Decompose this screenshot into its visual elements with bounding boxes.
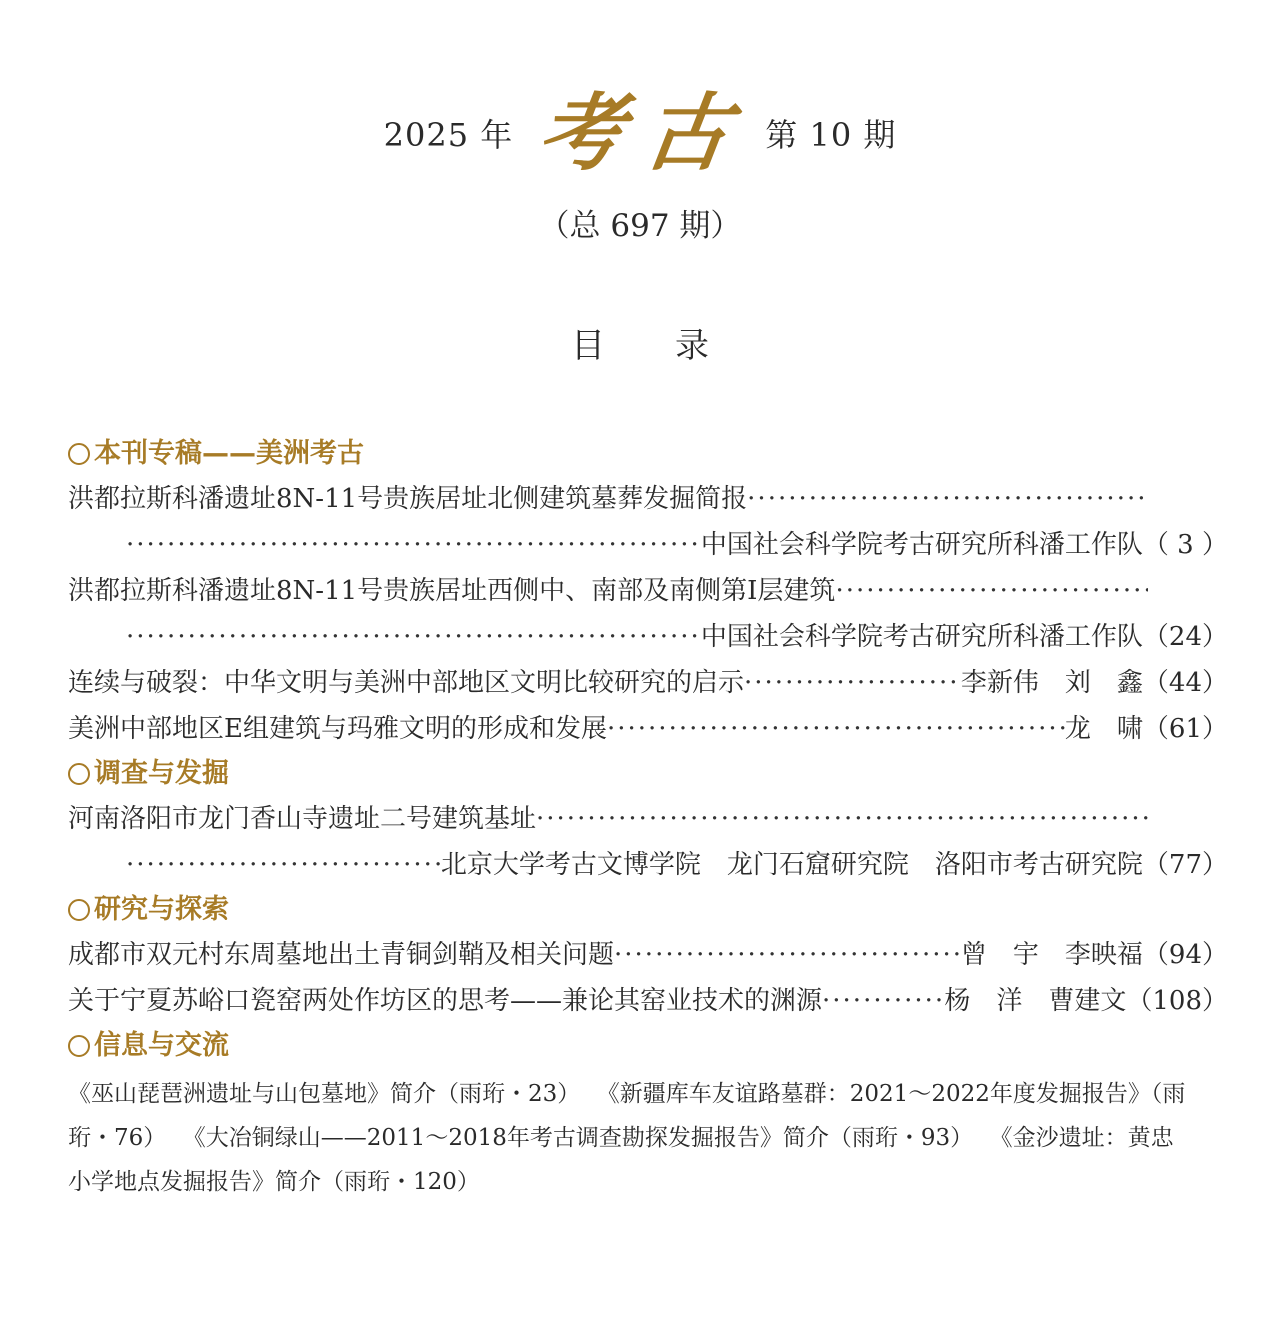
- masthead: [0, 78, 1280, 188]
- toc-entry[interactable]: [68, 476, 1148, 522]
- entry-title[interactable]: 成都市双元村东周墓地出土青铜剑鞘及相关问题: [68, 940, 615, 970]
- info-item[interactable]: 《巫山琵琶洲遗址与山包墓地》简介（雨珩・23）: [68, 1081, 581, 1107]
- entry-title[interactable]: 河南洛阳市龙门香山寺遗址二号建筑基址: [68, 804, 537, 834]
- leader-dots: [614, 932, 961, 978]
- entry-byline: [961, 932, 1228, 978]
- leader-dots: [126, 842, 441, 888]
- section-heading: [68, 1024, 1228, 1068]
- toc-entry[interactable]: [68, 978, 1228, 1024]
- circle-icon: [68, 899, 90, 921]
- entry-page: （ 3 ）: [1142, 530, 1228, 560]
- journal-logo: 考古: [532, 83, 759, 182]
- circle-icon: [68, 1035, 90, 1057]
- entry-byline: [1065, 706, 1228, 752]
- issue-label: 第 10 期: [765, 116, 897, 154]
- table-of-contents: [68, 432, 1228, 1204]
- leader-dots: [835, 568, 1148, 614]
- entry-author: 李新伟 刘 鑫: [960, 668, 1143, 698]
- circle-icon: [68, 763, 90, 785]
- entry-author: 龙 啸: [1064, 714, 1143, 744]
- section-heading-label: 本刊专稿——美洲考古: [94, 438, 364, 469]
- leader-dots: [744, 660, 961, 706]
- entry-title[interactable]: 洪都拉斯科潘遗址8N-11号贵族居址西侧中、南部及南侧第Ⅰ层建筑: [68, 576, 836, 606]
- entry-byline: [961, 660, 1228, 706]
- entry-page: （108）: [1126, 986, 1228, 1016]
- entry-author: 中国社会科学院考古研究所科潘工作队: [700, 622, 1143, 652]
- entry-author: 北京大学考古文博学院 龙门石窟研究院 洛阳市考古研究院: [440, 850, 1143, 880]
- entry-title[interactable]: 关于宁夏苏峪口瓷窑两处作坊区的思考——兼论其窑业技术的渊源: [68, 986, 823, 1016]
- toc-entry[interactable]: [68, 706, 1228, 752]
- toc-entry[interactable]: [68, 932, 1228, 978]
- entry-byline: [701, 614, 1228, 660]
- entry-byline: [944, 978, 1228, 1024]
- section-heading-label: 研究与探索: [94, 894, 229, 925]
- toc-entry-continuation: [68, 842, 1228, 888]
- leader-dots: [126, 522, 701, 568]
- entry-page: （77）: [1142, 850, 1228, 880]
- toc-title: 目录: [571, 326, 779, 366]
- entry-title[interactable]: 洪都拉斯科潘遗址8N-11号贵族居址北侧建筑墓葬发掘简报: [68, 484, 748, 514]
- entry-page: （24）: [1142, 622, 1228, 652]
- year-label: 2025 年: [383, 116, 514, 154]
- entry-author: 中国社会科学院考古研究所科潘工作队: [700, 530, 1143, 560]
- entry-page: （94）: [1142, 940, 1228, 970]
- leader-dots: [747, 476, 1148, 522]
- info-item[interactable]: 《金沙遗址：黄忠小学地点发掘报告》简介（雨珩・120）: [68, 1125, 1174, 1195]
- entry-page: （61）: [1142, 714, 1228, 744]
- circle-icon: [68, 443, 90, 465]
- section-heading: [68, 432, 1228, 476]
- toc-entry-continuation: [68, 614, 1228, 660]
- section-heading: [68, 888, 1228, 932]
- toc-entry[interactable]: [68, 568, 1148, 614]
- info-item[interactable]: 《大冶铜绿山——2011～2018年考古调查勘探发掘报告》简介（雨珩・93）: [194, 1125, 974, 1151]
- entry-title[interactable]: 美洲中部地区E组建筑与玛雅文明的形成和发展: [68, 714, 607, 744]
- toc-entry[interactable]: [68, 660, 1228, 706]
- entry-title[interactable]: 连续与破裂：中华文明与美洲中部地区文明比较研究的启示: [68, 668, 745, 698]
- section-heading: [68, 752, 1228, 796]
- toc-entry-continuation: [68, 522, 1228, 568]
- section-heading-label: 信息与交流: [94, 1030, 229, 1061]
- info-list: [68, 1072, 1188, 1204]
- leader-dots: [822, 978, 944, 1024]
- leader-dots: [126, 614, 701, 660]
- entry-author: 杨 洋 曹建文: [944, 986, 1127, 1016]
- entry-byline: [701, 522, 1228, 568]
- total-issue-label: （总 697 期）: [538, 208, 742, 244]
- leader-dots: [536, 796, 1148, 842]
- info-item[interactable]: 《新疆库车友谊路墓群：2021～2022年度发掘报告》（雨珩・76）: [68, 1081, 1186, 1151]
- entry-page: （44）: [1142, 668, 1228, 698]
- entry-author: 曾 宇 李映福: [960, 940, 1143, 970]
- leader-dots: [607, 706, 1065, 752]
- section-heading-label: 调查与发掘: [94, 758, 229, 789]
- entry-byline: [441, 842, 1228, 888]
- toc-entry[interactable]: [68, 796, 1148, 842]
